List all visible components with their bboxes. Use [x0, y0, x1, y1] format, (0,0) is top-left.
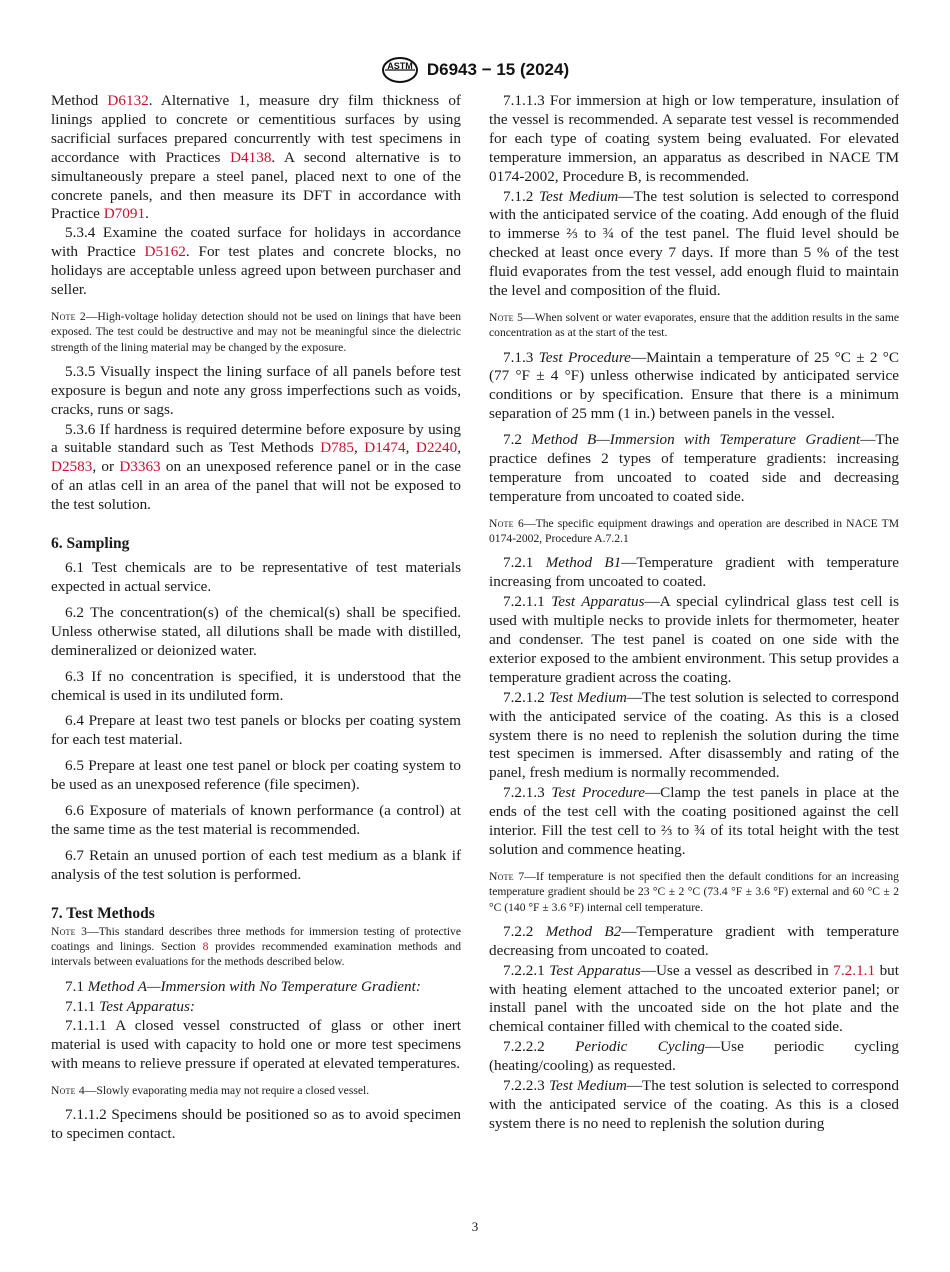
paragraph-7-2-1-1: 7.2.1.1 Test Apparatus—A special cylindrical glass test cell is used with multiple necks to provide inlets for thermometer, heater and condenser. The test panel is coated on one side with the exterior exposed to the ambient environment. This setup provides a temperature gradient across the coating.	[489, 593, 899, 686]
ref-link[interactable]: 7.2.1.1	[833, 961, 876, 979]
ref-link[interactable]: 8	[202, 940, 209, 953]
paragraph-5-3-5: 5.3.5 Visually inspect the lining surface of all panels before test exposure is begun and note any gross imperfections such as voids, cracks, runs or sags.	[51, 362, 461, 418]
paragraph-6-6: 6.6 Exposure of materials of known performance (a control) at the same time as the test material is recommended.	[51, 802, 461, 838]
note-5: Note 5—When solvent or water evaporates, ensure that the addition results in the same concentration as at the start of the test.	[489, 310, 899, 340]
paragraph-6-5: 6.5 Prepare at least one test panel or block per coating system to be used as an unexposed reference (file specimen).	[51, 757, 461, 794]
ref-link[interactable]: D4138	[230, 148, 272, 166]
ref-link[interactable]: D3363	[119, 458, 161, 476]
paragraph-5-3-4: 5.3.4 Examine the coated surface for holidays in accordance with Practice D5162. For test plates and concrete blocks, no holidays are acceptable unless agreed upon between purchaser and seller.	[51, 224, 461, 299]
ref-link[interactable]: D785	[320, 439, 354, 457]
paragraph-7-2-2-1: 7.2.2.1 Test Apparatus—Use a vessel as described in 7.2.1.1 but with heating element attached to the uncoated exterior panel; or install panel with the uncoated side on the hot plate and the chemical container filled with chemical to the coated side.	[489, 961, 899, 1036]
section-heading-test-methods: 7. Test Methods	[51, 904, 155, 922]
ref-link[interactable]: D2240	[415, 439, 458, 457]
page-header	[0, 56, 950, 84]
ref-link[interactable]: D5162	[144, 243, 186, 261]
ref-link[interactable]: D7091	[103, 205, 146, 223]
paragraph-7-1-1-1: 7.1.1.1 A closed vessel constructed of glass or other inert material is used with capacity to hold one or more test specimens with means to relieve pressure if operated at elevated temperatures.	[51, 1017, 461, 1073]
section-heading-sampling: 6. Sampling	[51, 535, 130, 553]
paragraph-7-1-2: 7.1.2 Test Medium—The test solution is selected to correspond with the anticipated service of the coating. Add enough of the fluid to immerse ⅔ to ¾ of the test panel. The fluid level should be checked at least once every 7 days. If more than 5 % of the test fluid evaporates from the test vessel, add enough fluid to maintain the level and composition of the fluid.	[489, 187, 899, 300]
paragraph-7-2-1-2: 7.2.1.2 Test Medium—The test solution is selected to correspond with the anticipated service of the coating. As this is a closed system there is no need to replenish the solution during the time test specimen is immersed. After disassembly and rating of the panel, fresh medium is normally recommended.	[489, 688, 899, 782]
astm-logo-icon	[381, 56, 419, 84]
paragraph-6-2: 6.2 The concentration(s) of the chemical(s) shall be specified. Unless otherwise stated, all dilutions shall be made with distilled, demineralized or deionized water.	[51, 603, 461, 659]
paragraph-6-1: 6.1 Test chemicals are to be representative of test materials expected in actual service.	[51, 559, 461, 596]
paragraph-7-1-3: 7.1.3 Test Procedure—Maintain a temperature of 25 °C ± 2 °C (77 °F ± 4 °F) unless otherwise indicated by anticipated service conditions or by specification. Ensure that there is a minimum separation of 25 mm (1 in.) between panels in the vessel.	[489, 348, 899, 423]
paragraph-5-3-6: 5.3.6 If hardness is required determine before exposure by using a suitable standard such as Test Methods D785, D1474, D2240, D2583, or D3363 on an unexposed reference panel or in the case of an atlas cell in an area of the panel that will not be exposed to the test solution.	[51, 420, 462, 514]
ref-link[interactable]: D1474	[364, 439, 406, 457]
right-column	[489, 92, 899, 1135]
ref-link[interactable]: D2583	[51, 458, 93, 476]
note-7: Note 7—If temperature is not specified then the default conditions for an increasing temperature gradient should be 23 °C ± 2 °C (73.4 °F ± 3.6 °F) external and 60 °C ± 2 °C (140 °F ± 3.6 °F) internal cell temperature.	[489, 869, 899, 914]
paragraph-7-2-2-3: 7.2.2.3 Test Medium—The test solution is selected to correspond with the anticipated service of the coating. As this is a closed system there is no need to replenish the solution during	[489, 1077, 899, 1132]
note-2: Note 2—High-voltage holiday detection should not be used on linings that have been exposed. The test could be destructive and may not be meaningful since the dielectric strength of the lining material may be changed by the exposure.	[51, 309, 461, 354]
paragraph-7-1: 7.1 Method A—Immersion with No Temperature Gradient:	[65, 977, 421, 995]
paragraph-7-2-1-3: 7.2.1.3 Test Procedure—Clamp the test panels in place at the ends of the test cell with the coating positioned against the cell interior. Fill the test cell to ⅔ to ¾ of its total height with the test solution and commence heating.	[489, 784, 899, 858]
paragraph-7-2-1: 7.2.1 Method B1—Temperature gradient with temperature increasing from uncoated to coated.	[489, 554, 900, 591]
paragraph-7-2-2: 7.2.2 Method B2—Temperature gradient with temperature decreasing from uncoated to coated.	[489, 922, 900, 959]
paragraph-6-3: 6.3 If no concentration is specified, it is understood that the chemical is used in its undiluted form.	[51, 667, 461, 704]
paragraph-7-2: 7.2 Method B—Immersion with Temperature Gradient—The practice defines 2 types of temperature gradients: increasing temperature from uncoated to coated side and decreasing temperature from uncoated to coated side.	[489, 431, 899, 505]
page-number: 3	[471, 1219, 479, 1234]
paragraph-6-4: 6.4 Prepare at least two test panels or blocks per coating system for each test material.	[51, 712, 461, 749]
note-6: Note 6—The specific equipment drawings and operation are described in NACE TM 0174-2002, Procedure A.7.2.1	[489, 516, 899, 546]
note-4: Note 4—Slowly evaporating media may not require a closed vessel.	[51, 1084, 370, 1098]
paragraph-method-continued: Method D6132. Alternative 1, measure dry film thickness of linings applied to concrete or cementitious surfaces by using sacrificial surfaces prepared concurrently with test specimens in accordance with Practices D4138. A second alternative is to simultaneously prepare a steel panel, placed next to one of the concrete panels, and then measure its DFT in accordance with Practice D7091.	[51, 92, 461, 223]
paragraph-7-1-1: 7.1.1 Test Apparatus:	[65, 997, 195, 1015]
note-3: Note 3—This standard describes three methods for immersion testing of protective coatings and linings. Section 8 provides recommended examination methods and intervals between evaluations for the methods described below.	[51, 924, 461, 969]
logo-text: ASTM	[387, 61, 413, 71]
ref-link[interactable]: D6132	[107, 92, 149, 109]
paragraph-7-1-1-3: 7.1.1.3 For immersion at high or low temperature, insulation of the vessel is recommended. A separate test vessel is recommended for each type of coating system being evaluated. For elevated temperature immersion, an apparatus as described in NACE TM 0174-2002, Procedure B, is recommended.	[489, 92, 899, 185]
document-id: D6943 − 15 (2024)	[426, 60, 570, 79]
paragraph-7-2-2-2: 7.2.2.2 Periodic Cycling—Use periodic cycling (heating/cooling) as requested.	[489, 1038, 899, 1075]
left-column	[51, 92, 461, 1145]
paragraph-7-1-1-2: 7.1.1.2 Specimens should be positioned so as to avoid specimen to specimen contact.	[51, 1106, 461, 1143]
paragraph-6-7: 6.7 Retain an unused portion of each test medium as a blank if analysis of the test solution is performed.	[51, 846, 461, 883]
